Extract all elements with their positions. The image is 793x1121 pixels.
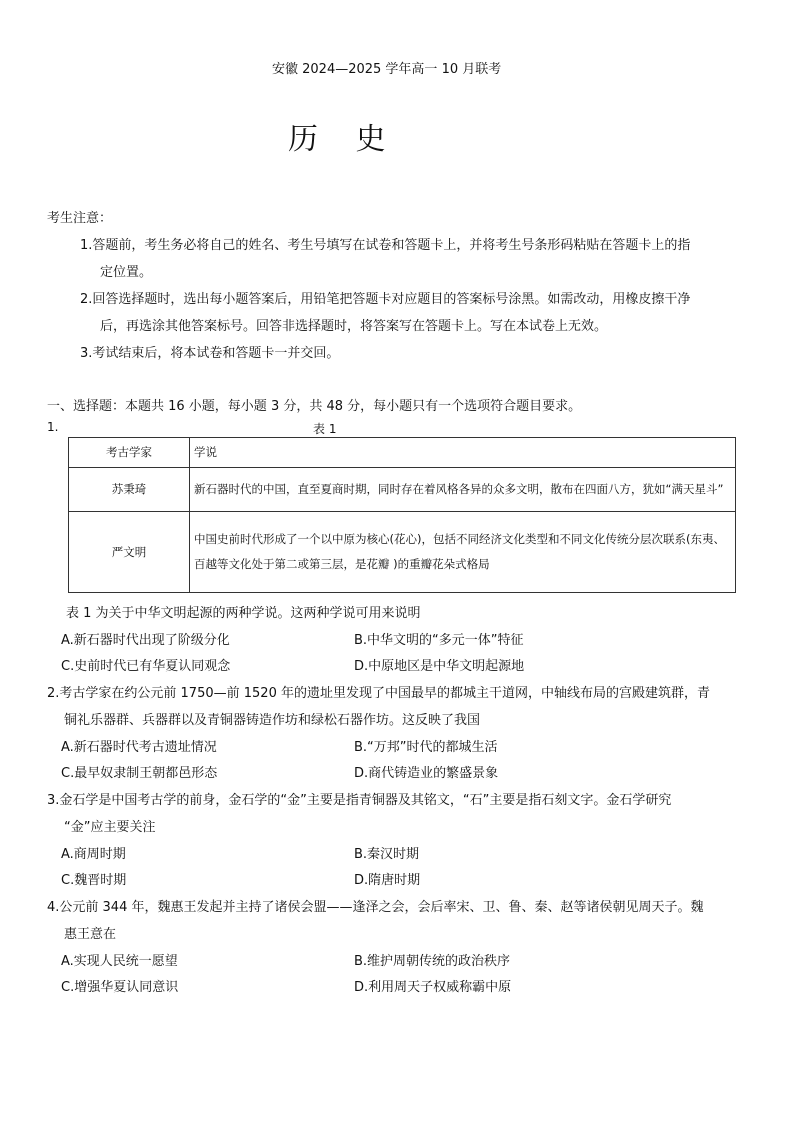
q1-number: 1. bbox=[47, 420, 59, 434]
q3-stem-line-1: 3.金石学是中国考古学的前身，金石学的“金”主要是指青铜器及其铭文，“石”主要是指石刻文字。金石学研究 bbox=[47, 793, 672, 808]
table-header-row bbox=[69, 438, 736, 468]
q4-option-d: D.利用周天子权威称霸中原 bbox=[354, 980, 512, 995]
q1-stem: 表 1 为关于中华文明起源的两种学说。这两种学说可用来说明 bbox=[66, 606, 421, 621]
table-1 bbox=[68, 437, 736, 593]
notice-item-1-line-2: 定位置。 bbox=[100, 265, 153, 280]
q2-stem-line-2: 铜礼乐器群、兵器群以及青铜器铸造作坊和绿松石器作坊。这反映了我国 bbox=[64, 713, 481, 728]
table-row bbox=[69, 468, 736, 512]
q1-option-a: A.新石器时代出现了阶级分化 bbox=[61, 633, 230, 648]
notice-item-3: 3.考试结束后，将本试卷和答题卡一并交回。 bbox=[80, 346, 340, 361]
q4-option-c: C.增强华夏认同意识 bbox=[61, 980, 179, 995]
q3-stem-line-2: “金”应主要关注 bbox=[64, 820, 156, 835]
table-header-theory: 学说 bbox=[190, 438, 736, 468]
q2-option-c: C.最早奴隶制王朝都邑形态 bbox=[61, 766, 218, 781]
q2-option-d: D.商代铸造业的繁盛景象 bbox=[354, 766, 499, 781]
table-row bbox=[69, 512, 736, 593]
q4-stem-line-2: 惠王意在 bbox=[64, 927, 117, 942]
table-caption: 表 1 bbox=[313, 422, 337, 436]
q2-stem-line-1: 2.考古学家在约公元前 1750—前 1520 年的遗址里发现了中国最早的都城主干道网，中轴线布局的宫殿建筑群，青 bbox=[47, 686, 710, 701]
q2-option-a: A.新石器时代考古遗址情况 bbox=[61, 740, 217, 755]
notice-item-1-line-1: 1.答题前，考生务必将自己的姓名、考生号填写在试卷和答题卡上，并将考生号条形码粘贴在答题卡上的指 bbox=[80, 238, 691, 253]
q3-option-d: D.隋唐时期 bbox=[354, 873, 421, 888]
q2-option-b: B.“万邦”时代的都城生活 bbox=[354, 740, 498, 755]
table-cell-theory: 新石器时代的中国，直至夏商时期，同时存在着风格各异的众多文明，散布在四面八方，犹如“满天星斗” bbox=[190, 468, 736, 512]
table-cell-name: 严文明 bbox=[69, 512, 190, 593]
section-heading: 一、选择题：本题共 16 小题，每小题 3 分，共 48 分，每小题只有一个选项符合题目要求。 bbox=[47, 399, 582, 414]
q3-option-c: C.魏晋时期 bbox=[61, 873, 127, 888]
table-cell-theory: 中国史前时代形成了一个以中原为核心(花心)，包括不同经济文化类型和不同文化传统分层次联系(东夷、百越等文化处于第二或第三层，是花瓣 )的重瓣花朵式格局 bbox=[190, 512, 736, 593]
subject-title: 历 史 bbox=[288, 122, 400, 157]
q4-option-a: A.实现人民统一愿望 bbox=[61, 954, 178, 969]
notice-item-2-line-2: 后，再选涂其他答案标号。回答非选择题时，将答案写在答题卡上。写在本试卷上无效。 bbox=[100, 319, 608, 334]
q3-option-b: B.秦汉时期 bbox=[354, 847, 420, 862]
q1-option-d: D.中原地区是中华文明起源地 bbox=[354, 659, 525, 674]
notice-heading: 考生注意： bbox=[47, 211, 113, 226]
q1-option-b: B.中华文明的“多元一体”特征 bbox=[354, 633, 524, 648]
exam-title: 安徽 2024—2025 学年高一 10 月联考 bbox=[272, 62, 502, 77]
table-header-archaeologist: 考古学家 bbox=[69, 438, 190, 468]
q1-option-c: C.史前时代已有华夏认同观念 bbox=[61, 659, 231, 674]
q3-option-a: A.商周时期 bbox=[61, 847, 126, 862]
notice-item-2-line-1: 2.回答选择题时，选出每小题答案后，用铅笔把答题卡对应题目的答案标号涂黑。如需改动，用橡皮擦干净 bbox=[80, 292, 691, 307]
q4-option-b: B.维护周朝传统的政治秩序 bbox=[354, 954, 511, 969]
table-cell-name: 苏秉琦 bbox=[69, 468, 190, 512]
q4-stem-line-1: 4.公元前 344 年，魏惠王发起并主持了诸侯会盟——逢泽之会，会后率宋、卫、鲁、秦、赵等诸侯朝见周天子。魏 bbox=[47, 900, 704, 915]
